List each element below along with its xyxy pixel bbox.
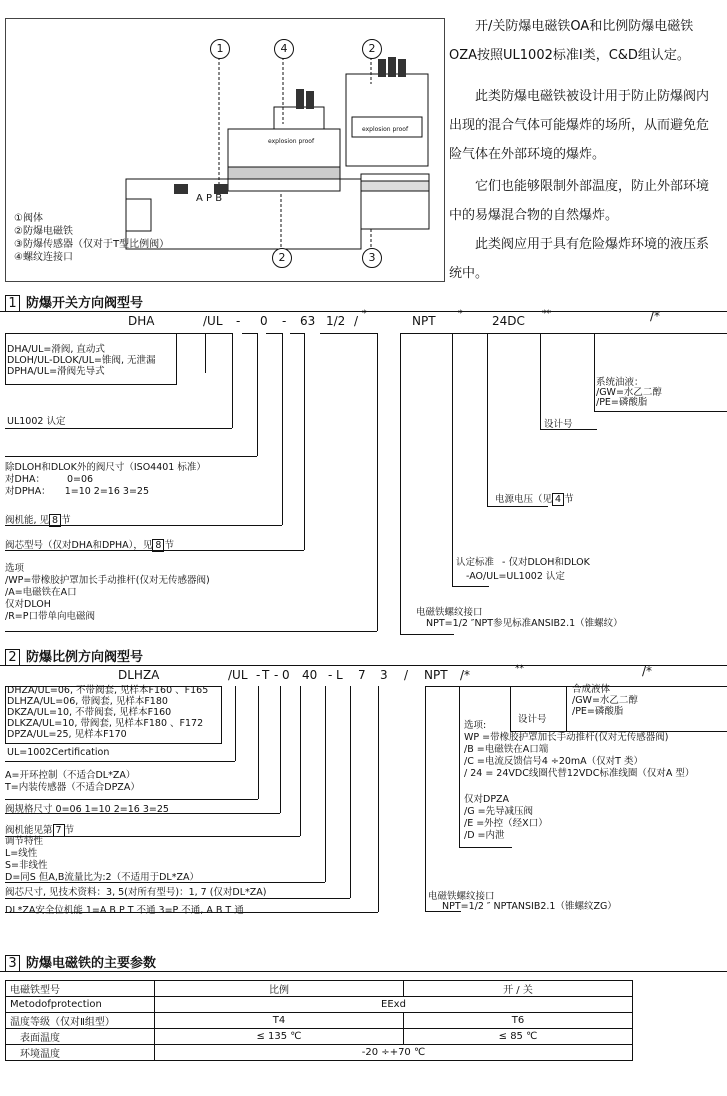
valve-size: 除DLOH和DLOK外的阀尺寸（ISO4401 标准） 对DHA： 0=06 对DPHA： 1=10 2=16 3=25 (5, 462, 206, 497)
table-header: 电磁铁型号 比例 开 / 关 (6, 981, 633, 997)
thread-2: 电磁铁螺纹接口 NPT=1/2 ″ NPTANSIB2.1（锥螺纹ZG） (428, 891, 617, 912)
options-1: 选项 /WP=带橡胶护罩加长手动推杆(仅对无传感器阀) /A=电磁铁在A口 仅对DLOH /R=P口带单向电磁阀 (5, 563, 210, 622)
spool-size: 阀芯尺寸, 见技术资料：3, 5(对所有型号)：1, 7 (仅对DL*ZA) (5, 887, 267, 898)
section-title: 防爆开关方向阀型号 (26, 296, 144, 311)
intro-paragraph: 它们也能够限制外部温度，防止外部环境中的易爆混合物的自然爆炸。 (449, 179, 710, 223)
diagram-legend (14, 212, 169, 264)
thread-box (400, 333, 454, 635)
section-2-heading (5, 646, 143, 666)
supply-voltage: 电源电压（见 4 节 (495, 494, 574, 505)
safety-position: DL*ZA安全位机能 1=A B P T 不通 3=P 不通, A B T 通 (5, 905, 244, 916)
section-3-heading (5, 952, 156, 972)
legend-item: ④螺纹连接口 (14, 252, 73, 263)
design-no: 设计号 (544, 419, 573, 430)
options-2: 选项: WP =带橡胶护罩加长手动推杆(仅对无传感器阀) /B =电磁铁在A口端 /C =电流反馈信号4 ÷20mA（仅对T 类） / 24 = 24VDC线圈代替12VDC标准线圈（仅对A 型） (464, 720, 695, 779)
control-type: A=开环控制（不适合DL*ZA） T=内装传感器（不适合DPZA） (5, 770, 140, 793)
section-title: 防爆电磁铁的主要参数 (26, 956, 157, 971)
svg-text:A P B: A P B (196, 193, 223, 204)
section-rule (0, 665, 727, 666)
fluid-2: 合成液体 /GW=水乙二醇 /PE=磷酸脂 (572, 684, 638, 717)
intro-paragraph: 开/关防爆电磁铁OA和比例防爆电磁铁OZA按照UL1002标准Ⅰ类，C&D组认定。 (449, 19, 694, 63)
table-row: 表面温度 ≤ 135 ℃ ≤ 85 ℃ (6, 1029, 633, 1045)
thread-box-2 (425, 686, 461, 912)
fluid-1: 系统油液： /GW=水乙二醇 /PE=磷酸脂 (596, 377, 662, 408)
voltage-box (487, 333, 548, 507)
table-row: 温度等级（仅对Ⅱ组型） T4 T6 (6, 1013, 633, 1029)
intro-paragraph: 此类阀应用于具有危险爆炸环境的液压系统中。 (449, 237, 710, 281)
thread-1: 电磁铁螺纹接口 NPT=1/2 ″NPT参见标准ANSIB2.1（锥螺纹） (416, 607, 623, 629)
cert-standard: 认定标准 - 仅对DLOH和DLOK -AO/UL=UL1002 认定 (456, 557, 590, 582)
model-types: DHA/UL=滑阀, 直动式 DLOH/UL-DLOK/UL=锥阀, 无泄漏 DPHA/UL=滑阀先导式 (7, 344, 156, 377)
ul-cert: UL1002 认定 (7, 416, 66, 427)
solenoid-label: explosion proof (268, 138, 315, 145)
design-no-2: 设计号 (518, 714, 547, 725)
section-rule (0, 971, 727, 972)
adjust-char: 调节特性 L=线性 S=非线性 D=同S 但A,B流量比为:2（不适用于DL*ZA） (5, 836, 199, 883)
spool-type: 阀芯型号（仅对DHA和DPHA），见 8 节 (5, 540, 174, 551)
valve-size-2: 阀规格尺寸 0=06 1=10 2=16 3=25 (5, 804, 169, 815)
callout-1: 1 (210, 39, 230, 59)
section-title: 防爆比例方向阀型号 (26, 650, 144, 665)
callout-2-top: 2 (362, 39, 382, 59)
legend-item: ①阀体 (14, 213, 43, 224)
ul-cert-2: UL=1002Certification (7, 747, 110, 758)
callout-3: 3 (362, 248, 382, 268)
model-types-2: DHZA/UL=06, 不带阀套, 见样本F160 、F165 DLHZA/UL=06, 带阀套, 见样本F180 DKZA/UL=10, 不带阀套, 见样本F160 DLKZA/UL=10, 带阀套, 见样本F180 、F172 DPZA/UL=25, 见样本F170 (7, 685, 209, 740)
section-number: 3 (5, 955, 20, 972)
section-number: 1 (5, 295, 20, 312)
legend-item: ②防爆电磁铁 (14, 226, 73, 237)
valve-diagram (5, 18, 445, 282)
section-number: 2 (5, 649, 20, 666)
table-row: 环境温度 -20 ÷+70 ℃ (6, 1045, 633, 1061)
legend-item: ③防爆传感器（仅对于T型比例阀） (14, 239, 170, 250)
table-row: Metodofprotection EExd (6, 997, 633, 1013)
callout-4: 4 (274, 39, 294, 59)
callout-2-bottom: 2 (272, 248, 292, 268)
section-1-heading (5, 292, 143, 312)
valve-function: 阀机能, 见 8 节 (5, 515, 71, 526)
solenoid-params-table (5, 980, 633, 1061)
dpza-options: 仅对DPZA /G =先导减压阀 /E =外控（经X口） /D =内泄 (464, 794, 548, 841)
solenoid-label-2: explosion proof (362, 126, 409, 133)
intro-paragraph: 此类防爆电磁铁被设计用于防止防爆阀内出现的混合气体可能爆炸的场所，从而避免危险气体在外部环境的爆炸。 (449, 89, 710, 162)
cert-box (452, 333, 489, 587)
valve-function-2: 阀机能见第 7 节 (5, 825, 75, 836)
